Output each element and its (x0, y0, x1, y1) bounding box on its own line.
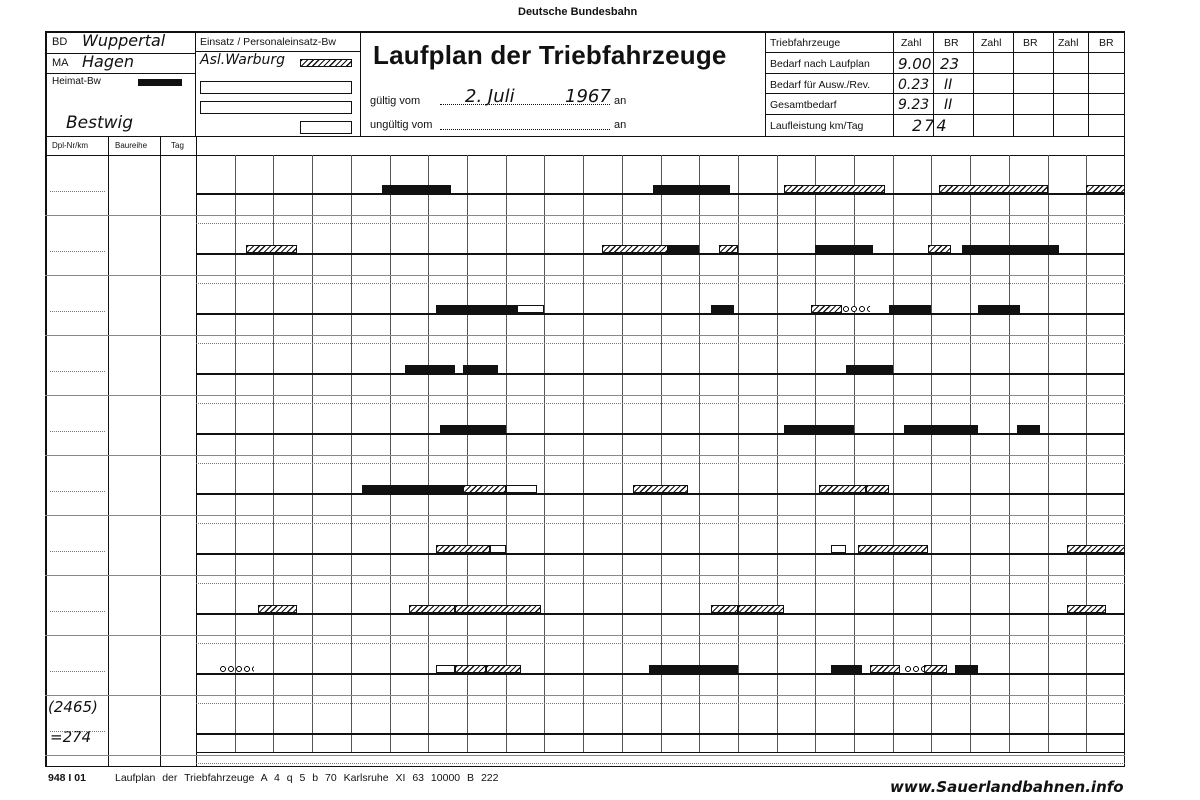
hour-gridline (1086, 155, 1087, 752)
watermark: www.Sauerlandbahnen.info (890, 778, 1124, 796)
gueltig-dots (440, 104, 610, 105)
train-bar (846, 365, 892, 373)
train-bar (955, 665, 978, 673)
train-bar (405, 365, 455, 373)
train-bar (436, 305, 517, 313)
hour-gridline (583, 155, 584, 752)
left-col-divider (108, 136, 109, 766)
train-bar (870, 665, 901, 673)
train-bar (711, 605, 738, 613)
summary-row-zahl: 0.23 (898, 77, 930, 93)
hour-gridline (467, 155, 468, 752)
grid-border-left (45, 136, 47, 766)
summary-row-label: Bedarf nach Laufplan (770, 58, 870, 70)
row-separator (45, 335, 1125, 336)
row-separator (45, 575, 1125, 576)
an-label-1: an (614, 95, 627, 107)
summary-col-br-1: BR (944, 37, 959, 49)
form-text: Laufplan der Triebfahrzeuge A 4 q 5 b 70 Karlsruhe XI 63 10000 B 222 (115, 772, 499, 784)
an-label-2: an (614, 119, 627, 131)
hour-gridline (893, 155, 894, 752)
summary-row-zahl: 274 (912, 116, 949, 135)
gueltig-day: 2. Juli (465, 86, 515, 107)
hour-gridline (235, 155, 236, 752)
total-km: (2465) (48, 698, 98, 716)
summary-col-br-2: BR (1023, 37, 1038, 49)
left-dotted (50, 671, 105, 672)
train-bar (382, 185, 452, 193)
grid-border-bottom (45, 766, 1125, 767)
train-bar (711, 305, 734, 313)
train-bar (831, 665, 862, 673)
summary-row-zahl: 9.00 (898, 55, 932, 73)
left-dotted (50, 611, 105, 612)
train-bar (858, 545, 928, 553)
ungueltig-dots (440, 129, 610, 130)
row-dotted-line (196, 643, 1125, 644)
train-bar (1086, 185, 1125, 193)
row-baseline (196, 253, 1125, 255)
left-dotted (50, 431, 105, 432)
train-bar (246, 245, 296, 253)
row-baseline (196, 373, 1125, 375)
summary-row-br: II (944, 77, 953, 93)
bd-label: BD (52, 36, 68, 48)
train-bar (819, 485, 865, 493)
left-col-divider (196, 136, 197, 766)
row-separator (45, 395, 1125, 396)
train-bar (1067, 545, 1125, 553)
row-dotted-line (196, 343, 1125, 344)
einsatz-line-2 (200, 101, 352, 114)
left-dotted (50, 551, 105, 552)
train-bar (815, 245, 873, 253)
train-bar (517, 305, 544, 313)
form-number: 948 I 01 (48, 772, 86, 784)
train-bar (219, 665, 254, 673)
hour-gridline (699, 155, 700, 752)
hour-gridline (777, 155, 778, 752)
einsatz-label: Einsatz / Personaleinsatz-Bw (200, 36, 336, 48)
train-bar (649, 665, 738, 673)
bw-value: Bestwig (66, 113, 134, 133)
ma-value: Hagen (82, 52, 134, 71)
summary-col-zahl-2: Zahl (981, 37, 1002, 49)
summary-row-label: Bedarf für Ausw./Rev. (770, 79, 871, 91)
row-dotted-line (196, 763, 1125, 764)
train-bar (978, 305, 1021, 313)
hour-gridline (544, 155, 545, 752)
row-dotted-line (196, 223, 1125, 224)
train-bar (939, 185, 1047, 193)
row-separator (45, 635, 1125, 636)
left-col-divider (160, 136, 161, 766)
grid-border-top (45, 136, 1125, 137)
summary-col-zahl-1: Zahl (901, 37, 922, 49)
train-bar (436, 665, 455, 673)
ungueltig-label: ungültig vom (370, 119, 433, 131)
gueltig-year: 1967 (565, 86, 611, 107)
col-header-baureihe: Baureihe (115, 141, 148, 150)
train-bar (1017, 425, 1040, 433)
train-bar (784, 185, 885, 193)
summary-row-label: Laufleistung km/Tag (770, 120, 864, 132)
row-dotted-line (196, 403, 1125, 404)
row-separator (45, 695, 1125, 696)
left-dotted (50, 311, 105, 312)
grid-border-right (1124, 136, 1125, 766)
summary-row-label: Gesamtbedarf (770, 99, 837, 111)
train-bar (440, 425, 506, 433)
train-bar (738, 605, 784, 613)
bd-value: Wuppertal (82, 31, 166, 50)
train-bar (602, 245, 668, 253)
train-bar (455, 665, 486, 673)
train-bar (463, 365, 498, 373)
summary-col-triebfahrzeuge: Triebfahrzeuge (770, 37, 841, 49)
row-baseline (196, 553, 1125, 555)
hour-gridline (390, 155, 391, 752)
row-baseline (196, 313, 1125, 315)
row-separator (45, 515, 1125, 516)
summary-row-br: 23 (940, 55, 960, 73)
train-bar (889, 305, 932, 313)
train-bar (1067, 605, 1106, 613)
train-bar (962, 245, 1059, 253)
train-bar (362, 485, 443, 493)
hour-gridline (312, 155, 313, 752)
train-bar (444, 485, 463, 493)
hour-gridline (738, 155, 739, 752)
train-bar (463, 485, 506, 493)
hour-gridline (506, 155, 507, 752)
row-baseline (196, 493, 1125, 495)
gueltig-label: gültig vom (370, 95, 421, 107)
row-baseline (196, 673, 1125, 675)
train-bar (409, 605, 455, 613)
row-separator (45, 215, 1125, 216)
einsatz-hatch (300, 59, 352, 67)
row-baseline (196, 433, 1125, 435)
row-dotted-line (196, 703, 1125, 704)
train-bar (486, 665, 521, 673)
row-dotted-line (196, 463, 1125, 464)
train-bar (831, 545, 846, 553)
footer-hour-line (196, 752, 1125, 753)
heimat-swatch (138, 79, 182, 86)
left-dotted (50, 371, 105, 372)
page-title: Laufplan der Triebfahrzeuge (373, 40, 727, 70)
train-bar (904, 425, 978, 433)
train-bar (668, 245, 699, 253)
summary-col-zahl-3: Zahl (1058, 37, 1079, 49)
train-bar (811, 305, 842, 313)
authority-heading: Deutsche Bundesbahn (518, 6, 638, 18)
train-bar (719, 245, 738, 253)
einsatz-line-1 (200, 81, 352, 94)
train-bar (928, 245, 951, 253)
train-bar (784, 425, 854, 433)
col-header-dpl: Dpl-Nr/km (52, 141, 88, 150)
train-bar (904, 665, 923, 673)
einsatz-line-3 (300, 121, 352, 134)
row-dotted-line (196, 523, 1125, 524)
train-bar (258, 605, 297, 613)
row-separator (45, 455, 1125, 456)
summary-col-br-3: BR (1099, 37, 1114, 49)
einsatz-value: Asl.Warburg (200, 52, 286, 68)
train-bar (490, 545, 505, 553)
row-separator (45, 755, 1125, 756)
train-bar (455, 605, 540, 613)
summary-row-br: II (944, 97, 953, 113)
col-header-tag: Tag (171, 141, 184, 150)
row-dotted-line (196, 283, 1125, 284)
row-baseline (196, 733, 1125, 735)
summary-row-zahl: 9.23 (898, 97, 930, 113)
average-km: =274 (50, 728, 92, 746)
row-dotted-line (196, 583, 1125, 584)
row-baseline (196, 613, 1125, 615)
train-bar (866, 485, 889, 493)
train-bar (506, 485, 537, 493)
hour-gridline (428, 155, 429, 752)
train-bar (436, 545, 490, 553)
row-separator (45, 275, 1125, 276)
ma-label: MA (52, 57, 69, 69)
train-bar (633, 485, 687, 493)
left-dotted (50, 491, 105, 492)
heimat-label: Heimat-Bw (52, 76, 101, 87)
hour-header-line (45, 155, 1125, 156)
train-bar (842, 305, 869, 313)
left-dotted (50, 251, 105, 252)
train-bar (653, 185, 730, 193)
row-baseline (196, 193, 1125, 195)
hour-gridline (351, 155, 352, 752)
left-dotted (50, 191, 105, 192)
train-bar (924, 665, 947, 673)
left-dotted (50, 731, 105, 732)
